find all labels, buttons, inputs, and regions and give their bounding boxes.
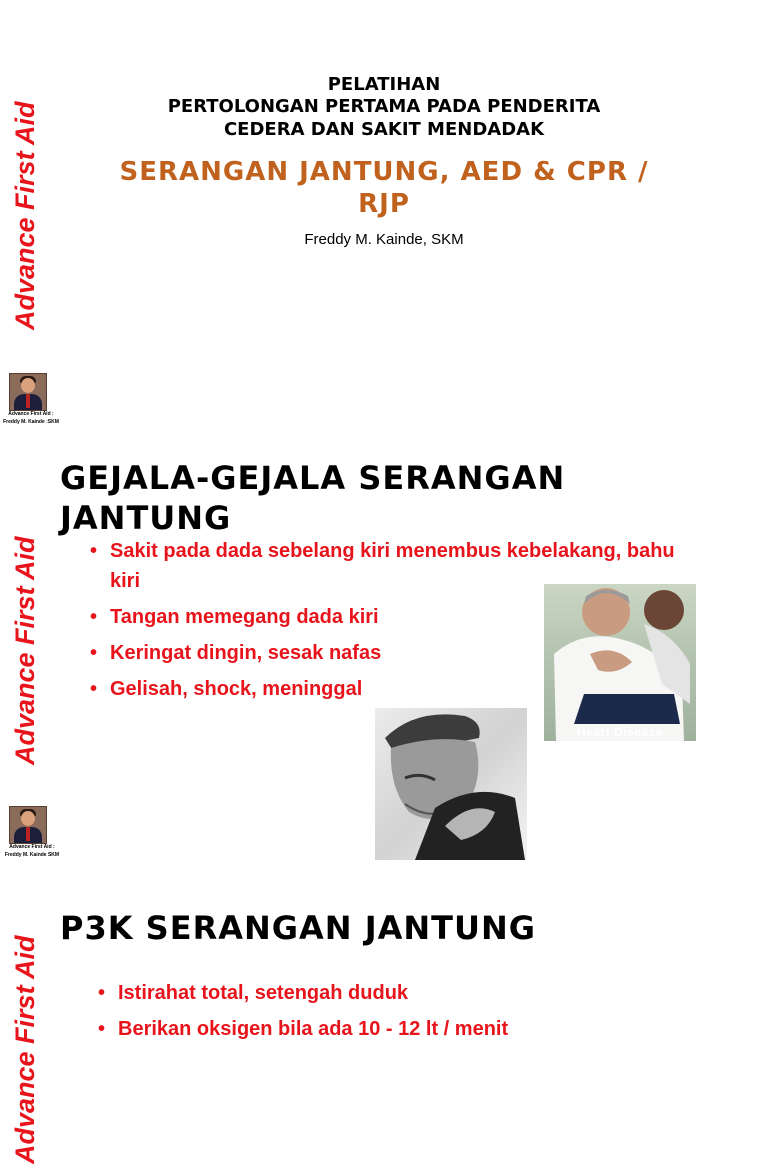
slide-title: GEJALA-GEJALA SERANGAN JANTUNG	[60, 459, 566, 537]
author-name: Freddy M. Kainde, SKM	[304, 231, 464, 248]
first-aid-slide	[0, 864, 768, 1164]
list-item: • Keringat dingin, sesak nafas	[90, 638, 690, 668]
training-title-line2: CEDERA DAN SAKIT MENDADAK	[223, 119, 545, 140]
side-label: Advance First Aid	[10, 101, 40, 330]
photo-caption: Heart Disease	[577, 725, 663, 739]
list-item: • Berikan oksigen bila ada 10 - 12 lt / menit	[98, 1014, 718, 1044]
symptoms-slide	[0, 432, 768, 864]
training-title-line1: PERTOLONGAN PERTAMA PADA PENDERITA	[167, 96, 601, 117]
list-item: • Gelisah, shock, meninggal	[90, 674, 690, 704]
heart-disease-photo	[544, 584, 696, 741]
slide-subtitle: SERANGAN JANTUNG, AED & CPR / RJP	[119, 157, 649, 219]
slide-title: P3K SERANGAN JANTUNG	[60, 909, 537, 947]
title-slide	[0, 0, 768, 432]
avatar-caption: Advance First Aid : Freddy M. Kainde SKM	[4, 844, 60, 858]
first-aid-list	[98, 978, 718, 1050]
author-avatar	[9, 373, 47, 411]
list-item: • Sakit pada dada sebelang kiri menembus kebelakang, bahu kiri	[90, 536, 690, 596]
side-label: Advance First Aid	[10, 536, 40, 765]
avatar-caption: Advance First Aid : Freddy M. Kainde :SKM	[3, 411, 59, 425]
author-avatar	[9, 806, 47, 844]
elderly-man-photo	[375, 708, 527, 860]
list-item: • Istirahat total, setengah duduk	[98, 978, 718, 1008]
training-label: PELATIHAN	[327, 74, 441, 95]
list-item: • Tangan memegang dada kiri	[90, 602, 690, 632]
side-label: Advance First Aid	[10, 935, 40, 1164]
